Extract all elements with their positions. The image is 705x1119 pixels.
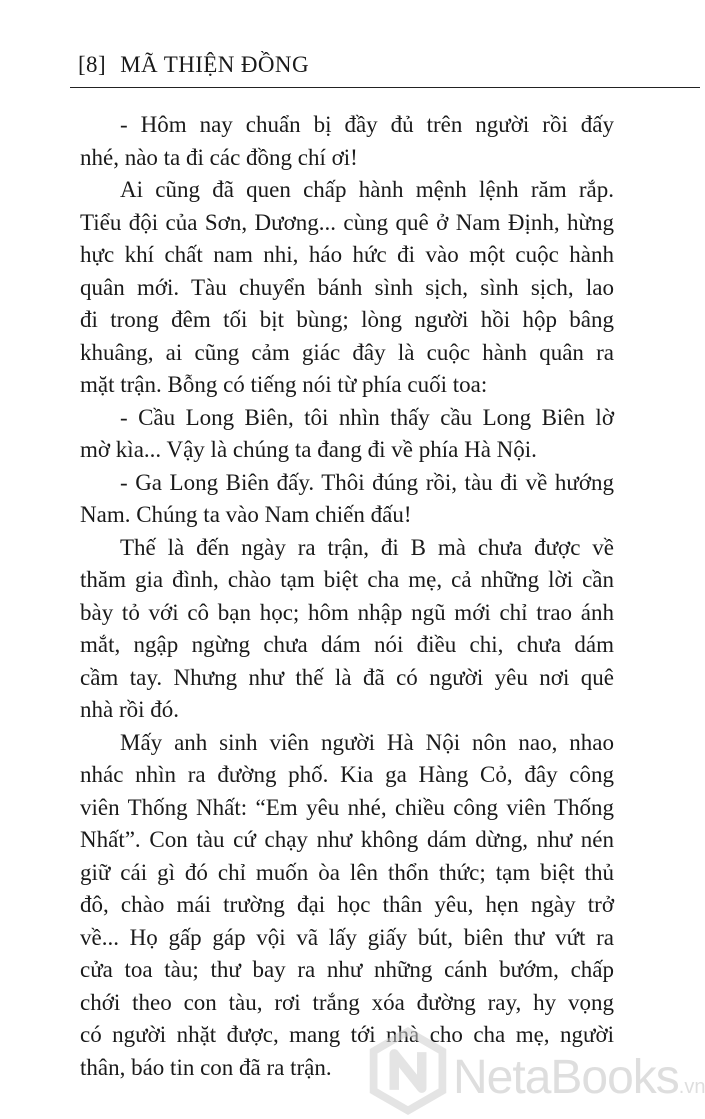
text-line: cầm tay. Nhưng như thế là đã có người yêu nơi quê: [80, 664, 614, 690]
text-line: đi trong đêm tối bịt bùng; lòng người hồi hộp bâng: [80, 307, 614, 332]
text-line: - Cầu Long Biên, tôi nhìn thấy cầu Long Biên lờ: [120, 404, 614, 430]
text-line: Tiểu đội của Sơn, Dương... cùng quê ở Nam Định, hừng: [80, 209, 614, 235]
text-line: đô, chào mái trường đại học thân yêu, hẹn ngày trở: [80, 892, 614, 917]
text-line: Nam. Chúng ta vào Nam chiến đấu!: [80, 502, 412, 527]
watermark-text: [453, 1050, 705, 1105]
text-line: viên Thống Nhất: “Em yêu nhé, chiều công viên Thống: [80, 794, 614, 820]
text-line: khuâng, ai cũng cảm giác đây là cuộc hành quân ra: [80, 339, 614, 365]
text-line: Ai cũng đã quen chấp hành mệnh lệnh răm rắp.: [120, 177, 614, 202]
body-text: [80, 109, 614, 1084]
text-line: mắt, ngập ngừng chưa dám nói điều chi, chưa dám: [80, 632, 614, 657]
text-line: - Ga Long Biên đấy. Thôi đúng rồi, tàu đi về hướng: [120, 469, 614, 495]
text-line: nhà rồi đó.: [80, 697, 180, 722]
text-line: hực khí chất nam nhi, háo hức đi vào một cuộc hành: [80, 242, 614, 267]
text-line: Mấy anh sinh viên người Hà Nội nôn nao, nhao: [120, 729, 614, 755]
text-line: mờ kìa... Vậy là chúng ta đang đi về phía Hà Nội.: [80, 437, 537, 462]
text-line: thân, báo tin con đã ra trận.: [80, 1054, 332, 1080]
running-header: [78, 52, 309, 78]
author-name: MÃ THIỆN ĐỒNG: [120, 52, 309, 77]
header-rule: [70, 87, 700, 88]
watermark: [365, 1020, 705, 1119]
watermark-brand: NetaBooks: [453, 1051, 679, 1104]
text-line: có người nhặt được, mang tới nhà cho cha mẹ, người: [80, 1022, 614, 1047]
text-line: giữ cái gì đó chỉ muốn òa lên thổn thức; tạm biệt thủ: [80, 859, 614, 885]
text-line: bày tỏ với cô bạn học; hôm nhập ngũ mới chỉ trao ánh: [80, 599, 614, 625]
text-line: nhé, nào ta đi các đồng chí ơi!: [80, 144, 358, 170]
netabooks-logo-icon: [365, 1028, 451, 1114]
text-line: về... Họ gấp gáp vội vã lấy giấy bút, biên thư vứt ra: [80, 924, 614, 950]
text-line: Thế là đến ngày ra trận, đi B mà chưa được về: [120, 534, 614, 560]
text-line: mặt trận. Bỗng có tiếng nói từ phía cuối toa:: [80, 372, 488, 397]
watermark-tld: .vn: [678, 1076, 705, 1098]
text-line: thăm gia đình, chào tạm biệt cha mẹ, cả những lời cần: [80, 567, 614, 592]
text-line: quân mới. Tàu chuyển bánh sình sịch, sình sịch, lao: [80, 274, 614, 300]
text-line: - Hôm nay chuẩn bị đầy đủ trên người rồi đấy: [120, 112, 614, 137]
text-line: Nhất”. Con tàu cứ chạy như không dám dừng, như nén: [80, 827, 614, 852]
text-line: cửa toa tàu; thư bay ra như những cánh bướm, chấp: [80, 957, 614, 982]
page-number: [8]: [78, 52, 107, 77]
text-line: nhác nhìn ra đường phố. Kia ga Hàng Cỏ, đây công: [80, 762, 614, 787]
text-line: chới theo con tàu, rơi trắng xóa đường ray, hy vọng: [80, 989, 614, 1015]
